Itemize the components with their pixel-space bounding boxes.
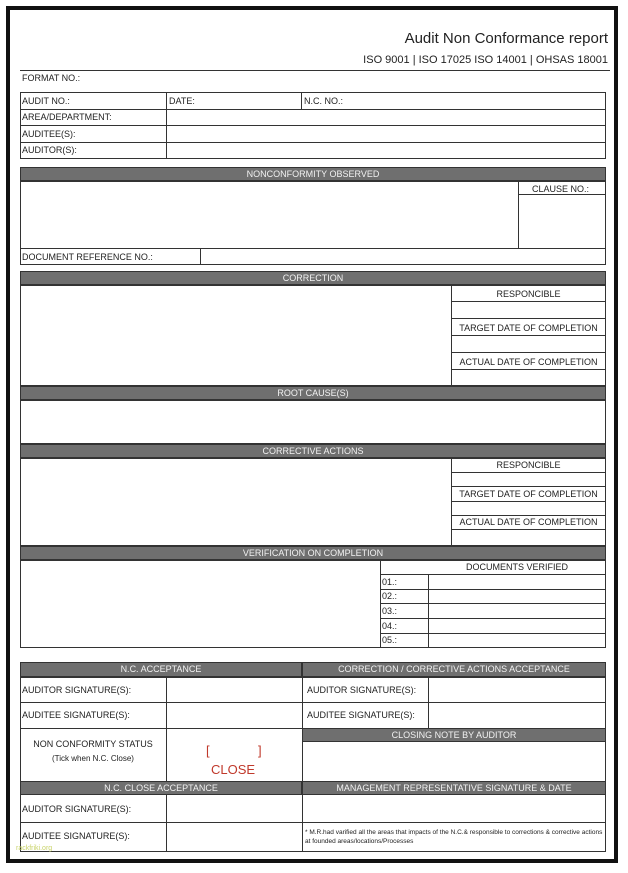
correction-line xyxy=(451,369,606,370)
info-col-line xyxy=(166,92,167,159)
nc-auditee-signature-label: AUDITEE SIGNATURE(S): xyxy=(22,710,130,720)
cca-auditor-signature-label: AUDITOR SIGNATURE(S): xyxy=(307,685,417,695)
nonconformity-heading: NONCONFORMITY OBSERVED xyxy=(20,167,606,181)
verification-row-label: 05.: xyxy=(382,635,398,645)
audit-no-label: AUDIT NO.: xyxy=(22,96,70,106)
clause-label: CLAUSE NO.: xyxy=(532,184,590,194)
form-title: Audit Non Conformance report xyxy=(404,30,608,47)
nc-status-label: NON CONFORMITY STATUS xyxy=(33,739,153,749)
corrective-actual-label: ACTUAL DATE OF COMPLETION xyxy=(459,517,598,527)
info-row-line xyxy=(20,109,606,110)
close-bracket-close: ] xyxy=(258,743,262,758)
nc-auditor-signature-label: AUDITOR SIGNATURE(S): xyxy=(22,685,132,695)
verification-heading: VERIFICATION ON COMPLETION xyxy=(20,546,606,560)
correction-heading: CORRECTION xyxy=(20,271,606,285)
docref-line xyxy=(20,248,606,249)
acceptance-center-divider xyxy=(302,677,303,852)
info-row-line xyxy=(20,142,606,143)
mr-signature-heading: MANAGEMENT REPRESENTATIVE SIGNATURE & DATE xyxy=(302,781,606,795)
mr-verification-note: * M.R.had varified all the areas that impacts of the N.C.& responsible to corrections & corrective actions at founded areas/locations/Processes xyxy=(305,829,603,846)
verification-row-label: 04.: xyxy=(382,621,398,631)
verification-line xyxy=(380,633,606,634)
correction-line xyxy=(451,335,606,336)
acceptance-left-divider xyxy=(166,677,167,852)
corrective-responsible-label: RESPONCIBLE xyxy=(496,460,561,470)
cca-auditee-signature-label: AUDITEE SIGNATURE(S): xyxy=(307,710,415,720)
corrective-line xyxy=(451,486,606,487)
corrective-target-label: TARGET DATE OF COMPLETION xyxy=(459,489,598,499)
root-cause-box xyxy=(20,400,606,444)
page-frame xyxy=(6,6,618,863)
format-no-label: FORMAT NO.: xyxy=(22,73,81,83)
info-col-line xyxy=(301,92,302,109)
acceptance-box xyxy=(20,677,606,852)
verification-row-label: 01.: xyxy=(382,577,398,587)
docref-divider xyxy=(200,248,201,265)
closing-note-heading: CLOSING NOTE BY AUDITOR xyxy=(302,728,606,742)
nc-close-acceptance-heading: N.C. CLOSE ACCEPTANCE xyxy=(20,781,302,795)
corrective-line xyxy=(451,501,606,502)
watermark: rackfriki.org xyxy=(16,845,53,852)
auditees-label: AUDITEE(S): xyxy=(22,129,76,139)
correction-line xyxy=(451,301,606,302)
corrective-line xyxy=(451,472,606,473)
verification-line xyxy=(380,618,606,619)
info-row-line xyxy=(20,125,606,126)
correction-target-label: TARGET DATE OF COMPLETION xyxy=(459,323,598,333)
area-label: AREA/DEPARTMENT: xyxy=(22,112,112,122)
nc-no-label: N.C. NO.: xyxy=(304,96,344,106)
nc-acceptance-heading: N.C. ACCEPTANCE xyxy=(20,662,302,677)
nc-status-hint: (Tick when N.C. Close) xyxy=(52,754,134,763)
close-bracket-open: [ xyxy=(206,743,210,758)
clause-divider xyxy=(518,181,519,248)
verification-line xyxy=(380,574,606,575)
corrective-actions-heading: CORRECTIVE ACTIONS xyxy=(20,444,606,458)
documents-verified-label: DOCUMENTS VERIFIED xyxy=(465,562,568,572)
close-auditee-signature-label: AUDITEE SIGNATURE(S): xyxy=(22,831,130,841)
verification-line xyxy=(380,603,606,604)
close-checkbox-label[interactable]: CLOSE xyxy=(211,762,256,777)
root-cause-heading: ROOT CAUSE(S) xyxy=(20,386,606,400)
audit-form xyxy=(10,10,614,859)
corrective-line xyxy=(451,515,606,516)
verification-row-label: 03.: xyxy=(382,606,398,616)
verification-line xyxy=(380,589,606,590)
clause-line xyxy=(518,194,606,195)
acceptance-line xyxy=(20,822,606,823)
corrective-line xyxy=(451,529,606,530)
header-divider xyxy=(20,70,610,71)
close-auditor-signature-label: AUDITOR SIGNATURE(S): xyxy=(22,804,132,814)
correction-line xyxy=(451,318,606,319)
doc-ref-label: DOCUMENT REFERENCE NO.: xyxy=(22,252,153,262)
correction-line xyxy=(451,352,606,353)
acceptance-line xyxy=(20,702,606,703)
standards-line: ISO 9001 | ISO 17025 ISO 14001 | OHSAS 18001 xyxy=(363,54,608,66)
date-label: DATE: xyxy=(169,96,195,106)
auditors-label: AUDITOR(S): xyxy=(22,145,77,155)
verification-divider xyxy=(428,574,429,648)
verification-row-label: 02.: xyxy=(382,591,398,601)
cca-acceptance-heading: CORRECTION / CORRECTIVE ACTIONS ACCEPTANCE xyxy=(302,662,606,677)
correction-responsible-label: RESPONCIBLE xyxy=(496,289,561,299)
correction-actual-label: ACTUAL DATE OF COMPLETION xyxy=(459,357,598,367)
